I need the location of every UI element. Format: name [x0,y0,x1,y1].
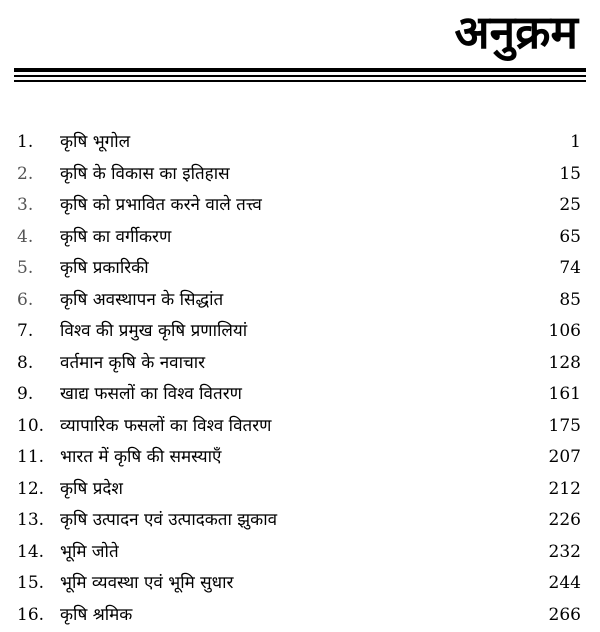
chapter-number: 2. [17,160,33,188]
toc-row [0,128,600,160]
page-number: 244 [549,569,581,597]
page-number: 25 [559,191,581,219]
toc-row [0,191,600,223]
chapter-number: 6. [17,286,33,314]
chapter-title: खाद्य फसलों का विश्व वितरण [60,380,242,408]
chapter-title: कृषि का वर्गीकरण [60,223,171,251]
rule-thin [14,80,586,82]
chapter-title: कृषि के विकास का इतिहास [60,160,230,188]
page-number: 212 [549,475,581,503]
chapter-title: कृषि प्रदेश [60,475,123,503]
toc-row [0,223,600,255]
toc-row [0,538,600,570]
table-of-contents [0,128,600,632]
chapter-title: कृषि श्रमिक [60,601,132,629]
page-number: 226 [549,506,581,534]
toc-row [0,317,600,349]
page-number: 128 [549,349,581,377]
chapter-title: कृषि भूगोल [60,128,130,156]
chapter-number: 12. [17,475,44,503]
chapter-number: 4. [17,223,33,251]
toc-row [0,475,600,507]
chapter-number: 11. [17,443,44,471]
chapter-title: कृषि को प्रभावित करने वाले तत्त्व [60,191,262,219]
page-number: 85 [559,286,581,314]
chapter-title: विश्व की प्रमुख कृषि प्रणालियां [60,317,247,345]
chapter-number: 15. [17,569,44,597]
rule-thick [14,68,586,72]
chapter-number: 5. [17,254,33,282]
page-number: 266 [549,601,581,629]
title-underline [14,68,586,85]
toc-row [0,569,600,601]
chapter-number: 9. [17,380,33,408]
toc-row [0,506,600,538]
toc-row [0,380,600,412]
page-number: 106 [549,317,581,345]
chapter-number: 13. [17,506,44,534]
chapter-title: व्यापारिक फसलों का विश्व वितरण [60,412,271,440]
page-number: 15 [559,160,581,188]
page-number: 175 [549,412,581,440]
chapter-number: 10. [17,412,44,440]
page-number: 74 [559,254,581,282]
toc-row [0,601,600,632]
chapter-title: कृषि प्रकारिकी [60,254,149,282]
page-number: 207 [549,443,581,471]
chapter-title: भूमि व्यवस्था एवं भूमि सुधार [60,569,233,597]
chapter-number: 16. [17,601,44,629]
page-number: 1 [570,128,581,156]
chapter-number: 7. [17,317,33,345]
chapter-title: वर्तमान कृषि के नवाचार [60,349,205,377]
chapter-number: 3. [17,191,33,219]
chapter-title: भारत में कृषि की समस्याएँ [60,443,221,471]
chapter-title: भूमि जोते [60,538,119,566]
page-number: 161 [549,380,581,408]
page-title: अनुक्रम [454,2,578,62]
chapter-title: कृषि अवस्थापन के सिद्धांत [60,286,223,314]
rule-thin [14,75,586,77]
toc-row [0,286,600,318]
page-number: 232 [549,538,581,566]
chapter-title: कृषि उत्पादन एवं उत्पादकता झुकाव [60,506,277,534]
toc-row [0,443,600,475]
toc-row [0,349,600,381]
toc-row [0,254,600,286]
toc-row [0,160,600,192]
chapter-number: 1. [17,128,33,156]
chapter-number: 8. [17,349,33,377]
page-number: 65 [559,223,581,251]
toc-row [0,412,600,444]
chapter-number: 14. [17,538,44,566]
